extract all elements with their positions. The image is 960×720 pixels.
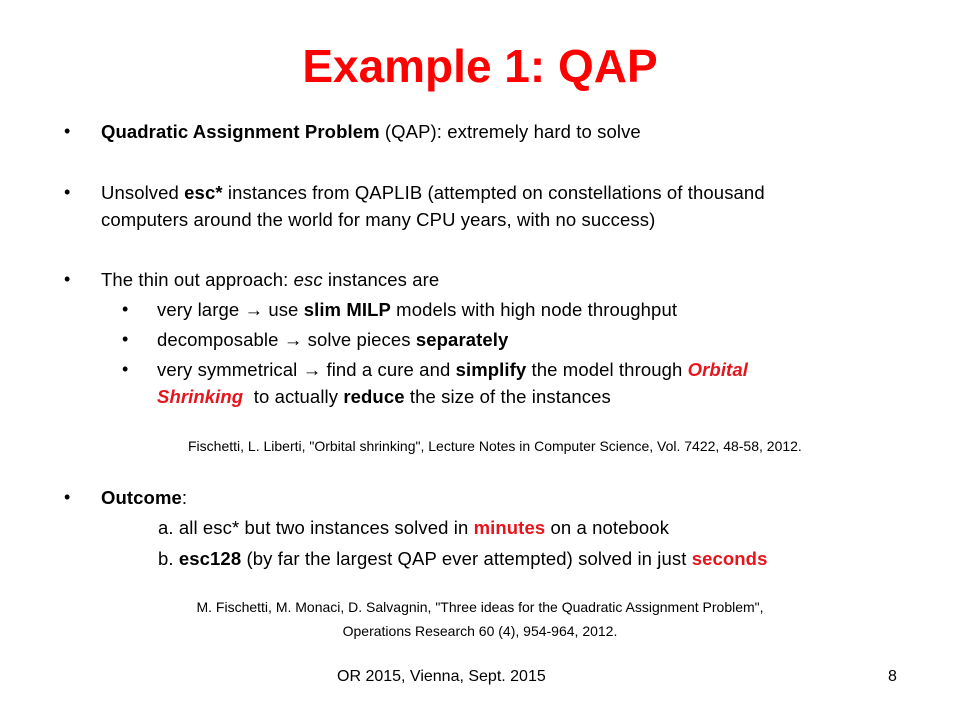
text: The thin out approach: — [101, 269, 294, 290]
arrow-icon: → — [283, 329, 303, 350]
text: b. — [158, 548, 179, 569]
text: instances from QAPLIB (attempted on constellations of thousand — [222, 182, 765, 203]
text: on a notebook — [545, 517, 670, 538]
text: solve pieces — [302, 329, 416, 350]
text: Unsolved — [101, 182, 185, 203]
text: find a cure and — [321, 359, 456, 380]
bullet-outcome — [101, 484, 187, 511]
bullet-marker: • — [64, 121, 71, 141]
bullet-thin-out-approach — [101, 266, 439, 293]
bold-text: Quadratic Assignment Problem — [101, 121, 380, 142]
text: a. all esc* but two instances solved in — [158, 517, 474, 538]
bold-text: reduce — [343, 386, 405, 407]
arrow-icon: → — [302, 359, 322, 380]
bold-text: esc128 — [178, 548, 242, 569]
bullet-marker: • — [64, 182, 71, 202]
bullet-marker: • — [64, 269, 71, 289]
sub-bullet-very-symmetrical — [157, 356, 748, 383]
italic-text: esc — [293, 269, 323, 290]
slide-title: Example 1: QAP — [302, 40, 658, 92]
bold-text: separately — [415, 329, 509, 350]
sub-bullet-very-large — [157, 296, 677, 323]
text: very large — [157, 299, 245, 320]
highlight-text: Orbital — [687, 359, 748, 380]
sub-bullet-marker: • — [122, 299, 129, 319]
text: use — [263, 299, 304, 320]
text: the size of the instances — [404, 386, 611, 407]
text: to actually — [243, 386, 344, 407]
citation-three-ideas-line1: M. Fischetti, M. Monaci, D. Salvagnin, "Three ideas for the Quadratic Assignment Problem", — [196, 599, 764, 615]
sub-bullet-very-symmetrical-line2 — [157, 383, 611, 410]
highlight-text: seconds — [691, 548, 768, 569]
text: decomposable — [157, 329, 284, 350]
citation-three-ideas-line2: Operations Research 60 (4), 954-964, 2012. — [342, 623, 618, 639]
text: models with high node throughput — [390, 299, 678, 320]
bold-text: slim MILP — [303, 299, 391, 320]
text: instances are — [322, 269, 440, 290]
arrow-icon: → — [244, 299, 264, 320]
text: (by far the largest QAP ever attempted) solved in just — [241, 548, 692, 569]
sub-bullet-decomposable — [157, 326, 508, 353]
bold-text: esc* — [184, 182, 223, 203]
bullet-qap-definition — [101, 118, 641, 145]
bold-text: Outcome — [101, 487, 182, 508]
outcome-b — [158, 545, 767, 572]
bullet-marker: • — [64, 487, 71, 507]
text: the model through — [526, 359, 688, 380]
sub-bullet-marker: • — [122, 359, 129, 379]
page-number: 8 — [888, 668, 897, 685]
text: : — [181, 487, 188, 508]
highlight-text: minutes — [473, 517, 546, 538]
highlight-text: Shrinking — [157, 386, 244, 407]
bold-text: simplify — [455, 359, 527, 380]
bullet-unsolved-instances-line2: computers around the world for many CPU years, with no success) — [101, 209, 656, 230]
footer-event: OR 2015, Vienna, Sept. 2015 — [337, 668, 546, 685]
text: very symmetrical — [157, 359, 303, 380]
outcome-a — [158, 514, 669, 541]
bullet-unsolved-instances — [101, 179, 765, 206]
text: (QAP): extremely hard to solve — [379, 121, 641, 142]
sub-bullet-marker: • — [122, 329, 129, 349]
citation-orbital-shrinking: Fischetti, L. Liberti, "Orbital shrinking", Lecture Notes in Computer Science, Vol. 7422, 48-58, 2012. — [188, 438, 802, 454]
